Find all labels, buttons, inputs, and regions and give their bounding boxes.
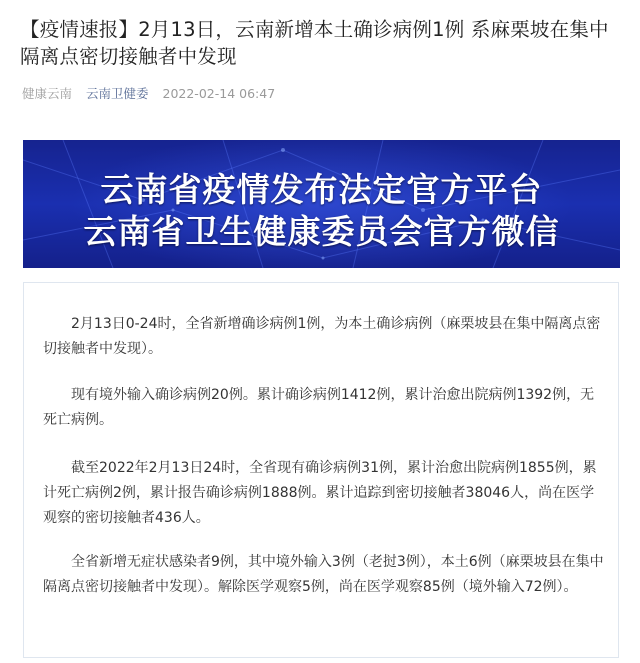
article-title: 【疫情速报】2月13日，云南新增本土确诊病例1例 系麻栗坡在集中隔离点密切接触者中发现	[20, 18, 609, 68]
article-author: 健康云南	[22, 86, 73, 101]
content-paragraph: 全省新增无症状感染者9例，其中境外输入3例（老挝3例），本土6例（麻栗坡县在集中隔离点密切接触者中发现）。解除医学观察5例，尚在医学观察85例（境外输入72例）。	[43, 554, 604, 595]
banner-title-line-2: 云南省卫生健康委员会官方微信	[83, 212, 560, 251]
header-banner-image	[23, 140, 620, 268]
content-paragraph: 2月13日0-24时，全省新增确诊病例1例，为本土确诊病例（麻栗坡县在集中隔离点密切接触者中发现）。	[43, 316, 601, 357]
banner-title-line-1: 云南省疫情发布法定官方平台	[100, 170, 543, 209]
article-meta	[22, 85, 285, 103]
publish-date: 2022-02-14 06:47	[162, 86, 276, 101]
content-paragraph: 截至2022年2月13日24时，全省现有确诊病例31例，累计治愈出院病例1855例，累计死亡病例2例，累计报告确诊病例1888例。累计追踪到密切接触者38046人，尚在医学观察的密切接触者436人。	[43, 460, 597, 526]
official-account-link[interactable]: 云南卫健委	[86, 86, 149, 101]
content-paragraph: 现有境外输入确诊病例20例。累计确诊病例1412例，累计治愈出院病例1392例，无死亡病例。	[43, 387, 595, 428]
